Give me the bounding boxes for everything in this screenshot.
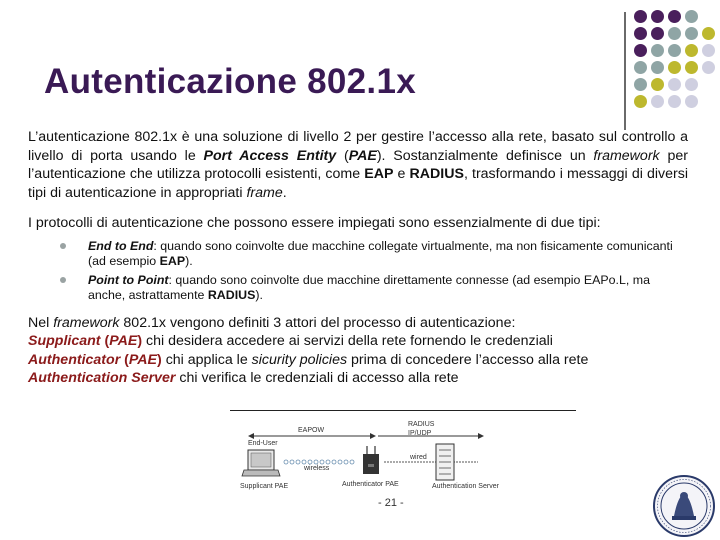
laptop-icon	[242, 450, 280, 476]
list-item: Point to Point: quando sono coinvolte due macchine direttamente connesse (ad esempio EAPo.L, ma anche, astrattamente RADIUS).	[60, 273, 688, 304]
actors-block	[28, 314, 688, 388]
server-icon	[436, 444, 454, 480]
protocol-list	[60, 239, 688, 304]
eapow-label: EAPOW	[298, 427, 325, 434]
list-item: End to End: quando sono coinvolte due macchine collegate virtualmente, ma non fisicamente comunicanti (ad esempio EAP).	[60, 239, 688, 270]
bullet-icon	[60, 243, 66, 249]
slide-body	[28, 128, 688, 388]
wireless-label: wireless	[304, 465, 330, 472]
slide-title: Autenticazione 802.1x	[44, 62, 416, 101]
radius-label: RADIUS	[408, 421, 435, 428]
decorative-dot-grid	[634, 10, 718, 114]
wireless-waves-icon	[284, 460, 354, 464]
university-seal-icon	[652, 474, 716, 538]
protocols-intro: I protocolli di autenticazione che possono essere impiegati sono essenzialmente di due tipi:	[28, 215, 601, 231]
supplicant-pae-label: Supplicant PAE	[240, 483, 289, 490]
authenticator-pae-label: Authenticator PAE	[342, 481, 399, 488]
title-divider	[624, 12, 626, 130]
end-user-label: End-User	[248, 440, 278, 447]
access-point-icon	[363, 446, 379, 474]
page-number: - 21 -	[378, 497, 404, 509]
bullet-icon	[60, 277, 66, 283]
wired-label: wired	[410, 454, 427, 461]
actor-auth-server: Authentication Server chi verifica le credenziali di accesso alla rete	[28, 370, 459, 386]
actor-supplicant: Supplicant (PAE) chi desidera accedere ai servizi della rete fornendo le credenziali	[28, 333, 553, 349]
network-diagram	[230, 410, 576, 496]
ipudp-label: IP/UDP	[408, 430, 432, 437]
auth-server-label: Authentication Server	[432, 483, 499, 490]
intro-paragraph: L’autenticazione 802.1x è una soluzione di livello 2 per gestire l’accesso alla rete, basato sul controllo a livello di porta usando le Port Access Entity (PAE). Sostanzialmente definisce un framework per l’autenticazione che utilizza protocolli esistenti, come EAP e RADIUS, trasformando i messaggi di diversi tipi di autenticazione in appropriati frame.	[28, 129, 688, 201]
actor-authenticator: Authenticator (PAE) chi applica le sicurity policies prima di concedere l’accesso alla rete	[28, 351, 589, 368]
actors-intro: Nel framework 802.1x vengono definiti 3 attori del processo di autenticazione:	[28, 314, 516, 331]
